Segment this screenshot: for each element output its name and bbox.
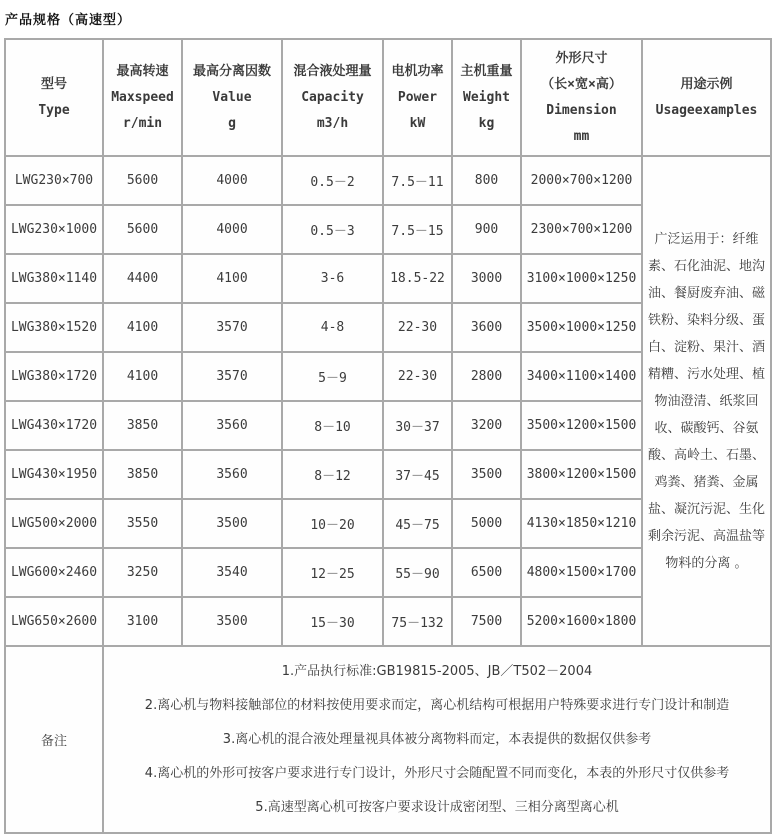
column-header-line: Type bbox=[38, 102, 70, 118]
spec-cell: 3500 bbox=[182, 499, 282, 548]
spec-cell: 6500 bbox=[452, 548, 521, 597]
spec-cell: 4400 bbox=[103, 254, 182, 303]
column-header-line: mm bbox=[573, 128, 590, 144]
spec-cell: 3540 bbox=[182, 548, 282, 597]
spec-cell: 12－25 bbox=[282, 548, 383, 597]
spec-cell: 3800×1200×1500 bbox=[521, 450, 642, 499]
column-header-line: 用途示例 bbox=[680, 76, 733, 92]
spec-cell: 5600 bbox=[103, 156, 182, 205]
spec-cell: 15－30 bbox=[282, 597, 383, 646]
remarks-notes-cell bbox=[103, 646, 771, 833]
column-header-line: 外形尺寸 bbox=[555, 50, 608, 66]
column-header-line: kg bbox=[478, 115, 495, 131]
spec-cell: 4800×1500×1700 bbox=[521, 548, 642, 597]
spec-cell: 22-30 bbox=[383, 303, 452, 352]
spec-cell: 55－90 bbox=[383, 548, 452, 597]
spec-cell: LWG230×1000 bbox=[5, 205, 103, 254]
column-header-1 bbox=[103, 39, 182, 156]
usage-examples-cell: 广泛运用于：纤维素、石化油泥、地沟油、餐厨废弃油、磁铁粉、染料分级、蛋白、淀粉、果汁、酒精糟、污水处理、植物油澄清、纸浆回收、碳酸钙、谷氨酸、高岭土、石墨、鸡粪、猪粪、金属盐、凝沉污泥、生化剩余污泥、高温盐等物料的分离 。 bbox=[642, 156, 771, 646]
spec-cell: 8－10 bbox=[282, 401, 383, 450]
spec-cell: LWG430×1720 bbox=[5, 401, 103, 450]
spec-cell: 3100 bbox=[103, 597, 182, 646]
spec-cell: 18.5-22 bbox=[383, 254, 452, 303]
spec-cell: 3550 bbox=[103, 499, 182, 548]
spec-cell: 7.5－11 bbox=[383, 156, 452, 205]
spec-cell: 3850 bbox=[103, 401, 182, 450]
spec-cell: 2800 bbox=[452, 352, 521, 401]
spec-cell: LWG500×2000 bbox=[5, 499, 103, 548]
spec-cell: 45－75 bbox=[383, 499, 452, 548]
spec-cell: 3500 bbox=[452, 450, 521, 499]
spec-cell: LWG600×2460 bbox=[5, 548, 103, 597]
spec-cell: 3600 bbox=[452, 303, 521, 352]
spec-cell: 5000 bbox=[452, 499, 521, 548]
spec-cell: 3000 bbox=[452, 254, 521, 303]
column-header-line: Power bbox=[397, 89, 438, 105]
column-header-line: Capacity bbox=[301, 89, 364, 105]
spec-cell: LWG230×700 bbox=[5, 156, 103, 205]
column-header-line: 混合液处理量 bbox=[293, 63, 372, 79]
spec-cell: 4000 bbox=[182, 205, 282, 254]
column-header-line: 电机功率 bbox=[391, 63, 444, 79]
spec-cell: 7500 bbox=[452, 597, 521, 646]
remark-note: 4.离心机的外形可按客户要求进行专门设计，外形尺寸会随配置不同而变化，本表的外形尺寸仅供参考 bbox=[144, 765, 730, 781]
column-header-line: g bbox=[228, 115, 236, 131]
column-header-line: r/min bbox=[122, 115, 163, 131]
spec-cell: 5－9 bbox=[282, 352, 383, 401]
spec-cell: 3560 bbox=[182, 450, 282, 499]
spec-cell: 3570 bbox=[182, 352, 282, 401]
spec-cell: 0.5－2 bbox=[282, 156, 383, 205]
page-title: 产品规格（高速型） bbox=[5, 13, 132, 28]
column-header-0 bbox=[5, 39, 103, 156]
remark-note: 3.离心机的混合液处理量视具体被分离物料而定，本表提供的数据仅供参考 bbox=[222, 731, 652, 747]
spec-table bbox=[4, 38, 772, 834]
column-header-line: kW bbox=[409, 115, 426, 131]
column-header-line: 最高分离因数 bbox=[192, 63, 271, 79]
column-header-5 bbox=[452, 39, 521, 156]
spec-cell: 4-8 bbox=[282, 303, 383, 352]
spec-cell: 7.5－15 bbox=[383, 205, 452, 254]
header-row bbox=[5, 39, 771, 156]
spec-cell: 5200×1600×1800 bbox=[521, 597, 642, 646]
spec-cell: 3500×1200×1500 bbox=[521, 401, 642, 450]
column-header-line: Usageexamples bbox=[655, 102, 758, 118]
spec-cell: LWG650×2600 bbox=[5, 597, 103, 646]
column-header-7 bbox=[642, 39, 771, 156]
column-header-line: （长×宽×高） bbox=[541, 76, 622, 92]
spec-cell: 3570 bbox=[182, 303, 282, 352]
spec-cell: 4100 bbox=[103, 303, 182, 352]
spec-cell: 3-6 bbox=[282, 254, 383, 303]
column-header-4 bbox=[383, 39, 452, 156]
spec-cell: LWG430×1950 bbox=[5, 450, 103, 499]
column-header-line: 主机重量 bbox=[460, 63, 513, 79]
spec-cell: 3850 bbox=[103, 450, 182, 499]
spec-table-body bbox=[5, 156, 771, 646]
column-header-6 bbox=[521, 39, 642, 156]
spec-cell: 30－37 bbox=[383, 401, 452, 450]
spec-cell: 2300×700×1200 bbox=[521, 205, 642, 254]
column-header-2 bbox=[182, 39, 282, 156]
remark-note: 1.产品执行标准:GB19815-2005、JB／T502－2004 bbox=[281, 663, 593, 679]
spec-cell: 22-30 bbox=[383, 352, 452, 401]
spec-cell: 0.5－3 bbox=[282, 205, 383, 254]
remark-note: 5.高速型离心机可按客户要求设计成密闭型、三相分离型离心机 bbox=[255, 799, 619, 815]
column-header-3 bbox=[282, 39, 383, 156]
spec-cell: LWG380×1520 bbox=[5, 303, 103, 352]
column-header-line: Weight bbox=[463, 89, 510, 105]
spec-cell: 3500×1000×1250 bbox=[521, 303, 642, 352]
column-header-line: Dimension bbox=[546, 102, 617, 118]
spec-cell: 3560 bbox=[182, 401, 282, 450]
spec-cell: 4000 bbox=[182, 156, 282, 205]
spec-cell: 8－12 bbox=[282, 450, 383, 499]
column-header-line: 型号 bbox=[40, 76, 67, 92]
column-header-line: Maxspeed bbox=[111, 89, 174, 105]
spec-cell: 3100×1000×1250 bbox=[521, 254, 642, 303]
spec-cell: 3400×1100×1400 bbox=[521, 352, 642, 401]
column-header-line: Value bbox=[212, 89, 252, 105]
remarks-label: 备注 bbox=[5, 646, 103, 833]
spec-cell: 75－132 bbox=[383, 597, 452, 646]
spec-cell: 3250 bbox=[103, 548, 182, 597]
spec-cell: 900 bbox=[452, 205, 521, 254]
remarks-row bbox=[5, 646, 771, 833]
table-row bbox=[5, 156, 771, 205]
spec-cell: LWG380×1720 bbox=[5, 352, 103, 401]
spec-cell: 10－20 bbox=[282, 499, 383, 548]
spec-table-header bbox=[5, 39, 771, 156]
remarks-section bbox=[5, 646, 771, 833]
column-header-line: m3/h bbox=[316, 115, 349, 131]
spec-cell: 4100 bbox=[103, 352, 182, 401]
spec-cell: 3200 bbox=[452, 401, 521, 450]
spec-cell: 5600 bbox=[103, 205, 182, 254]
spec-cell: 2000×700×1200 bbox=[521, 156, 642, 205]
spec-cell: 4100 bbox=[182, 254, 282, 303]
spec-cell: 3500 bbox=[182, 597, 282, 646]
spec-cell: 800 bbox=[452, 156, 521, 205]
spec-cell: 4130×1850×1210 bbox=[521, 499, 642, 548]
column-header-line: 最高转速 bbox=[116, 63, 169, 79]
spec-cell: LWG380×1140 bbox=[5, 254, 103, 303]
spec-cell: 37－45 bbox=[383, 450, 452, 499]
remark-note: 2.离心机与物料接触部位的材料按使用要求而定，离心机结构可根据用户特殊要求进行专门设计和制造 bbox=[144, 697, 730, 713]
